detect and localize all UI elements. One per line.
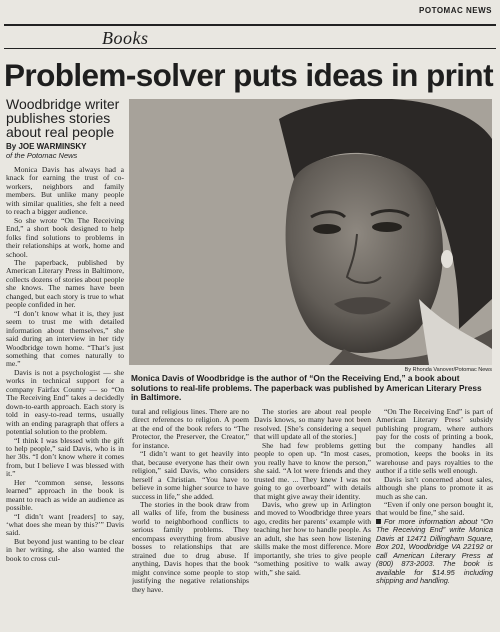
byline: By JOE WARMINSKY (6, 142, 87, 151)
byline-affiliation: of the Potomac News (6, 151, 78, 160)
article-column-1 (6, 166, 124, 630)
paragraph: “I don’t know what it is, they just seem to trust me with detailed information about themselves,” she said during an interview in her tidy Woodbridge town home. “That’s just something that comes naturally to me.” (6, 308, 124, 369)
paragraph: Davis, who grew up in Arlington and moved to Woodbridge three years ago, credits her parents’ example with teaching her how to handle people. As an adult, she has seen how listening skills make the most difference. More importantly, she tries to give people “something positive to walk away with,” she said. (254, 499, 371, 577)
paragraph: “I think I was blessed with the gift to help people,” said Davis, who is in her 30s. “I don’t know where it comes from, but I believe I was blessed with it.” (6, 435, 124, 479)
article-column-4 (376, 408, 493, 630)
bullet-square-icon (376, 519, 381, 524)
publication-name: POTOMAC NEWS (419, 6, 492, 15)
subheadline: Woodbridge writer publishes stories about real people (6, 96, 120, 140)
contact-info-text: For more information about “On The Receiving End” write Monica Davis at 12471 Dillingham Square, Box 201, Woodbridge VA 22192 or call American Literary Press at (800) 873-2003. The book is available for $14.95 including shipping and handling. (376, 516, 493, 586)
portrait-illustration (129, 99, 492, 365)
paragraph: Her “common sense, lessons learned” approach in the book is meant to reach as wide an audience as possible. (6, 477, 124, 513)
article-column-2 (132, 408, 249, 630)
section-rule-bottom (4, 48, 496, 49)
paragraph: “Even if only one person bought it, that would be fine,” she said. (376, 499, 493, 518)
contact-info (376, 518, 493, 586)
paragraph: “On The Receiving End” is part of American Literary Press’ subsidy publishing program, where authors pay for the costs of printing a book, but the company handles all promotion, keeps the books in its warehouse and pays royalties to the author if a title sells well enough. (376, 408, 493, 476)
paragraph: The paperback, published by American Literary Press in Baltimore, collects dozens of stories about people she knows. The names have been changed, but each story is true to what people confided in her. (6, 257, 124, 310)
section-label: Books (102, 28, 149, 48)
paragraph: “I didn’t want [readers] to say, ‘what does she mean by this?’” Davis said. (6, 511, 124, 538)
section-rule-top (4, 24, 496, 26)
photo-credit: By Rhonda Vanover/Potomac News (404, 367, 492, 373)
paragraph: But beyond just wanting to be clear in her writing, she also wanted the book to cross cul- (6, 536, 124, 563)
paragraph: “I didn’t want to get heavily into that, because everyone has their own religion,” said Davis, who considers herself a Christian. “You have to believe in some higher source to have success in life,” she added. (132, 449, 249, 501)
paragraph: tural and religious lines. There are no direct references to religion. A poem at the end of the book refers to “The Protector, the Preserver, the Creator,” for instance. (132, 408, 249, 450)
headline: Problem-solver puts ideas in print (4, 57, 493, 93)
photo-caption: Monica Davis of Woodbridge is the author of “On the Receiving End,” a book about solutions to real-life problems. The paperback was published by American Literary Press in Baltimore. (131, 373, 482, 403)
author-photo (129, 99, 492, 365)
paragraph: She had few problems getting people to open up. “In most cases, you really have to know the person,” she said. “A lot were friends and they trusted me. ... They knew I was not going to go overboard” with details that might give away their identity. (254, 440, 371, 501)
paragraph: The stories in the book draw from all walks of life, from the business world to neighborhood conflicts to serious family problems. They encompass everything from abusive bosses to relationships that are strained due to drug abuse. If anything, Davis hopes that the book might convince some people to stop justifying the negative relationships they have. (132, 499, 249, 594)
paragraph: Davis isn’t concerned about sales, although she plans to promote it as much as she can. (376, 474, 493, 501)
article-column-3 (254, 408, 371, 630)
paragraph: Davis is not a psychologist — she works in technical support for a company Fairfax County — so “On The Receiving End” takes a decidedly down-to-earth approach. Each story is told in easy-to-read terms, usually with an ending paragraph that offers a potential solution to the problem. (6, 367, 124, 437)
paragraph: So she wrote “On The Receiving End,” a short book designed to help folks find solutions to problems in their relationships at work, home and school. (6, 215, 124, 259)
paragraph: The stories are about real people Davis knows, so many have not been resolved. [She’s considering a sequel that will update all of the stories.] (254, 408, 371, 442)
paragraph: Monica Davis has always had a knack for earning the trust of co-workers, neighbors and family members. But unlike many people with similar qualities, she felt a need to reach a bigger audience. (6, 166, 124, 217)
